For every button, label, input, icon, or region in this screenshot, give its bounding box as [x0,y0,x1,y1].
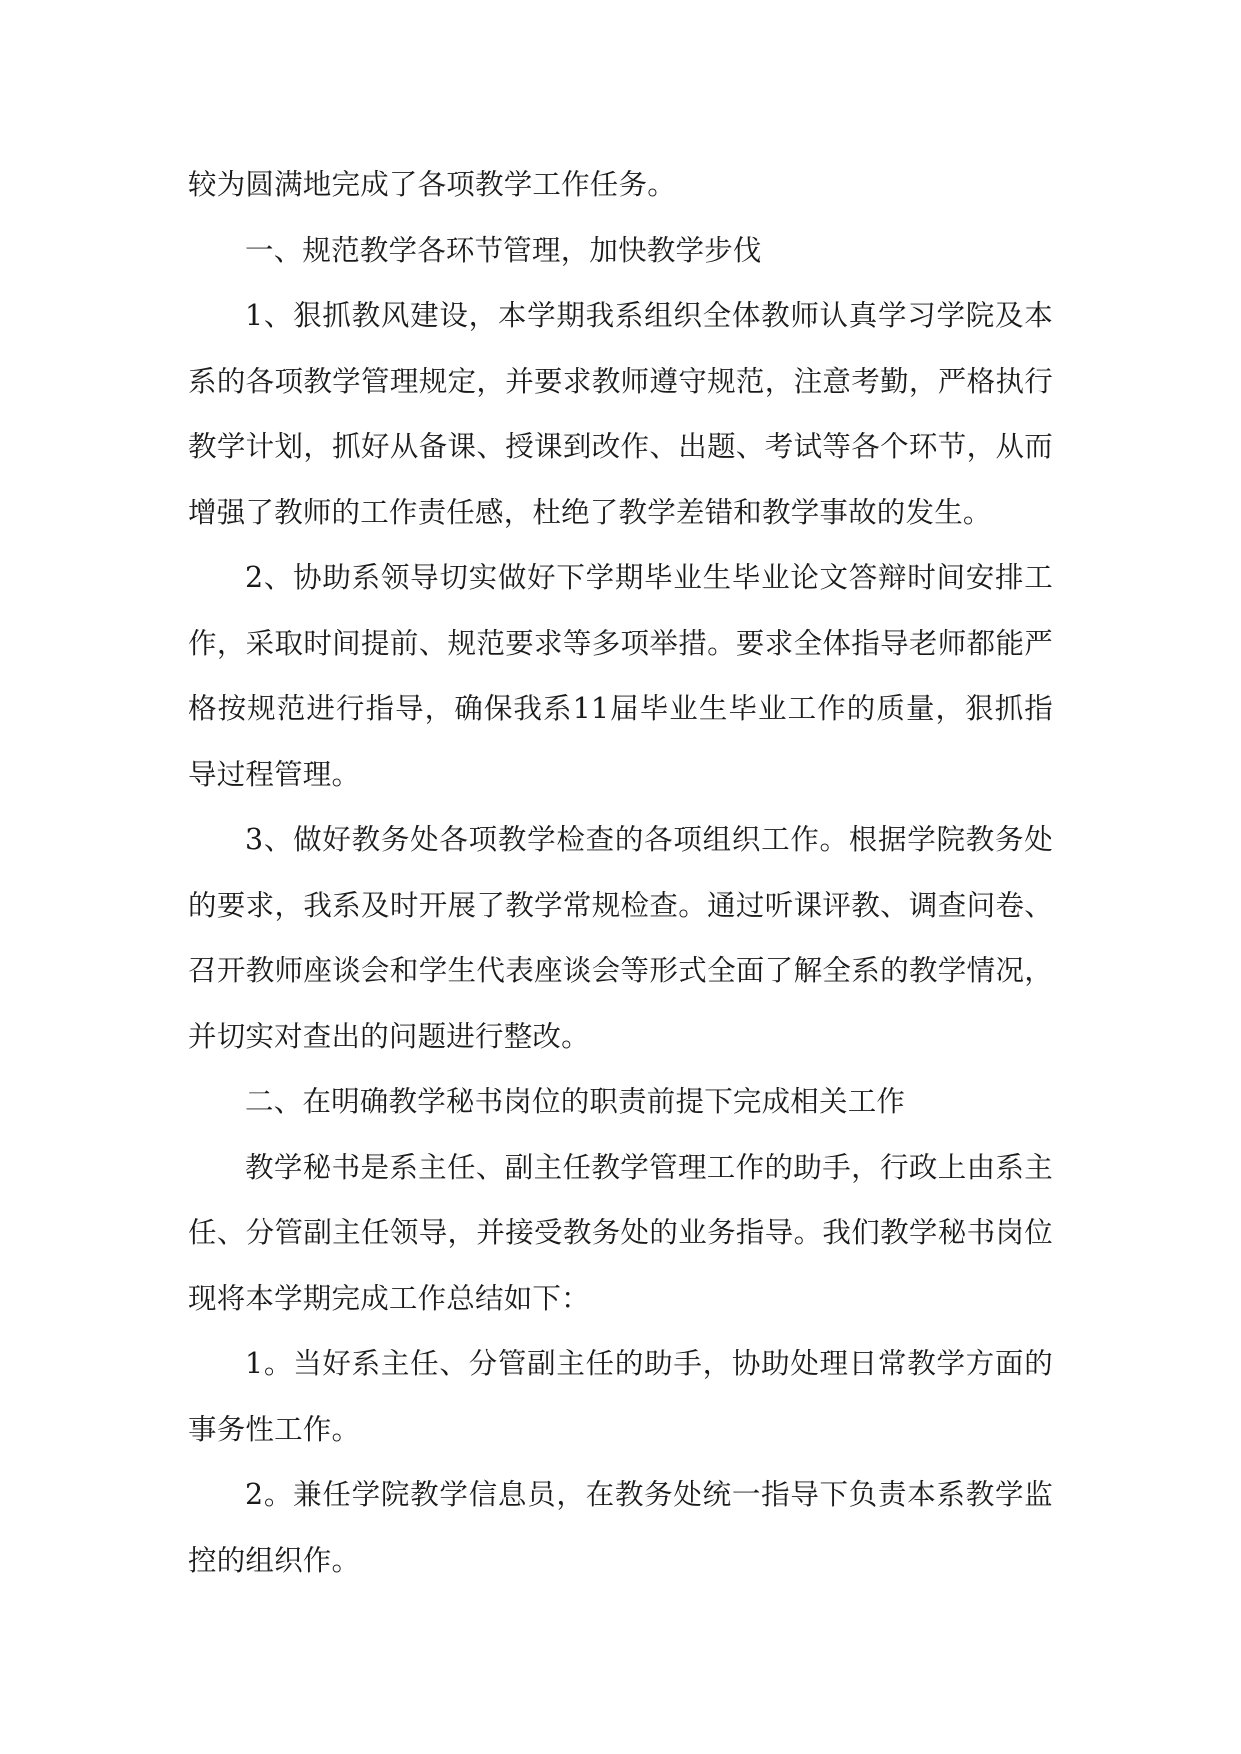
section-heading-2: 二、在明确教学秘书岗位的职责前提下完成相关工作 [245,1085,906,1118]
paragraph-item-1: 1、狠抓教风建设，本学期我系组织全体教师认真学习学院及本系的各项教学管理规定，并要求教师遵守规范，注意考勤，严格执行教学计划，抓好从备课、授课到改作、出题、考试等各个环节，从而增强了教师的工作责任感，杜绝了教学差错和教学事故的发生。 [188,299,1053,529]
paragraph-continuation: 较为圆满地完成了各项教学工作任务。 [188,168,676,201]
paragraph-item-3: 3、做好教务处各项教学检查的各项组织工作。根据学院教务处的要求，我系及时开展了教学常规检查。通过听课评教、调查问卷、召开教师座谈会和学生代表座谈会等形式全面了解全系的教学情况，并切实对查出的问题进行整改。 [188,823,1053,1053]
paragraph-secretary-intro: 教学秘书是系主任、副主任教学管理工作的助手，行政上由系主任、分管副主任领导，并接受教务处的业务指导。我们教学秘书岗位现将本学期完成工作总结如下： [188,1150,1053,1315]
section-heading-1: 一、规范教学各环节管理，加快教学步伐 [245,233,762,267]
paragraph-duty-2: 2。兼任学院教学信息员，在教务处统一指导下负责本系教学监控的组织作。 [188,1478,1053,1577]
document-body [188,152,1053,1593]
paragraph-duty-1: 1。当好系主任、分管副主任的助手，协助处理日常教学方面的事务性工作。 [188,1347,1053,1446]
paragraph-item-2: 2、协助系领导切实做好下学期毕业生毕业论文答辩时间安排工作，采取时间提前、规范要求等多项举措。要求全体指导老师都能严格按规范进行指导，确保我系11届毕业生毕业工作的质量，狠抓指导过程管理。 [188,561,1053,791]
